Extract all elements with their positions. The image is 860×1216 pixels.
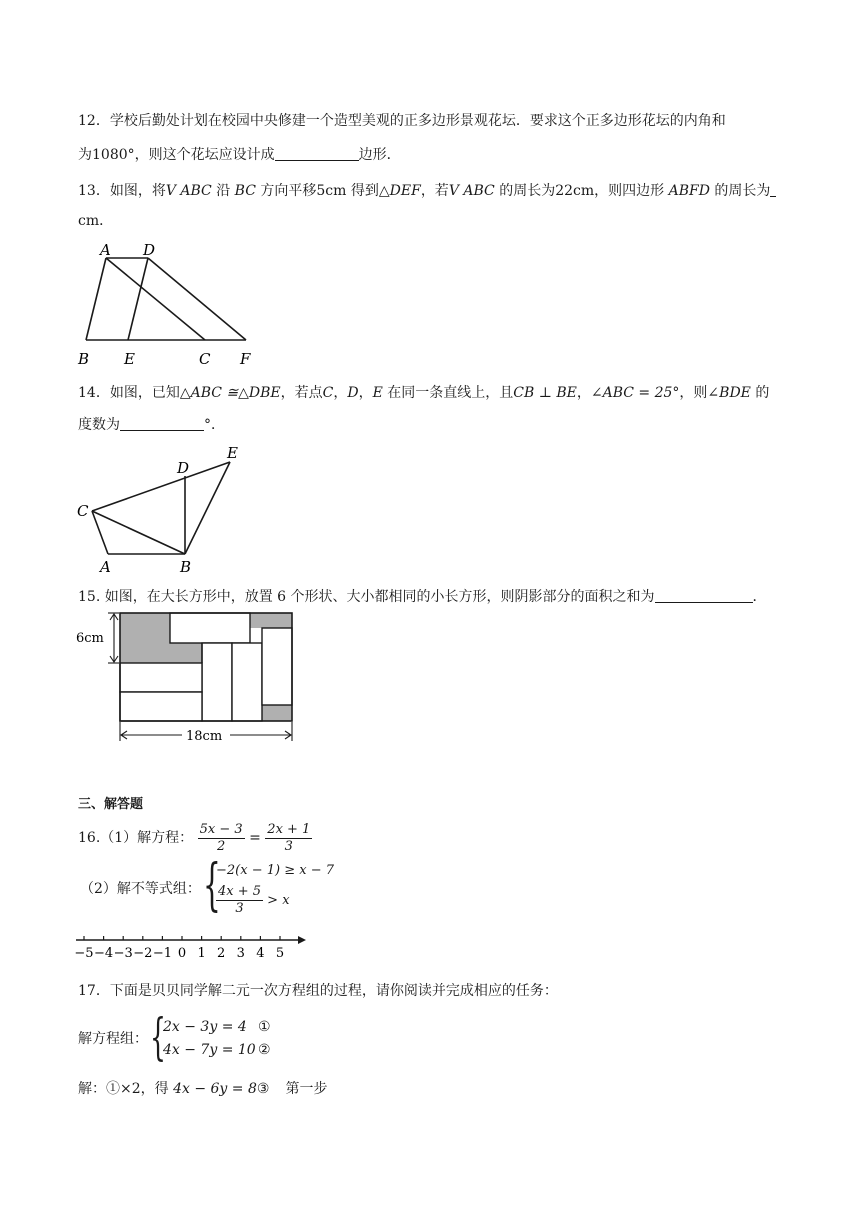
dimension-width-label: 18cm (186, 729, 223, 744)
small-rect-horiz-1 (120, 663, 202, 692)
q13-bc: BC (234, 183, 256, 199)
q13-text: 的周长为22cm，则四边形 (494, 183, 669, 199)
q14-text: 在同一条直线上，且 (382, 385, 514, 401)
q17-step1 (78, 1080, 327, 1098)
label-A: A (100, 241, 111, 259)
number-line-label: −1 (152, 946, 172, 960)
step-text: 解：①×2，得 (78, 1081, 174, 1097)
q13-text: 方向平移5cm 得到 (255, 183, 379, 199)
q14-text: 14．如图，已知 (78, 385, 180, 401)
q12-line1: 12．学校后勤处计划在校园中央修建一个造型美观的正多边形景观花坛．要求这个正多边形花坛的内角和 (78, 113, 726, 129)
label-A: A (100, 558, 111, 576)
q17-eq2 (163, 1041, 256, 1059)
left-brace: { (203, 853, 221, 918)
label-C: C (199, 350, 211, 368)
label-C: C (77, 502, 89, 520)
q16-ineq2-fraction (216, 884, 263, 917)
answer-blank[interactable] (655, 588, 753, 603)
q17-eq1-mark: ① (258, 1019, 271, 1035)
shaded-region-right-bottom (262, 705, 292, 721)
numerator: 4x + 5 (218, 884, 262, 899)
q15-rectangle-figure (72, 608, 302, 748)
q14-congruence: △ABC ≅△DBE (179, 385, 281, 401)
small-rect-vert-1 (202, 643, 232, 721)
q16-ineq2-rest: > x (263, 893, 290, 908)
small-rect-horiz-2 (120, 692, 202, 721)
q17-label: 解方程组： (78, 1031, 148, 1047)
q14-target-angle: ∠BDE (707, 385, 751, 401)
q13-quad: ABFD (668, 183, 710, 199)
q14-line1 (78, 384, 769, 402)
q14-point-d: D (347, 385, 359, 401)
q17-eq1 (163, 1018, 247, 1036)
number-line (72, 930, 312, 960)
label-B: B (78, 350, 90, 368)
step-note: 第一步 (285, 1081, 328, 1097)
equals-sign: = (249, 830, 261, 846)
q13-text: ，若 (420, 183, 449, 199)
equation-2: 4x − 7y = 10 (163, 1042, 256, 1058)
left-brace: { (150, 1008, 166, 1066)
q14-text: ，则 (679, 385, 708, 401)
label-E: E (124, 350, 135, 368)
q13-text: 的周长为 (709, 183, 771, 199)
q12-line2 (78, 146, 401, 164)
q14-text: 度数为 (78, 417, 120, 433)
q13-tri2: △DEF (378, 183, 421, 199)
q15-line1 (78, 588, 767, 606)
q14-line2 (78, 416, 225, 434)
q17-eq2-mark: ② (258, 1042, 271, 1058)
q14-point-c: C (322, 385, 334, 401)
small-rect-top (170, 613, 250, 643)
number-line-label: 1 (197, 946, 206, 960)
q14-text: °． (204, 417, 225, 433)
q12-text-a: 为1080°，则这个花坛应设计成 (78, 147, 275, 163)
q15-text: 15. 如图，在大长方形中，放置 6 个形状、大小都相同的小长方形，则阴影部分的面积之和为 (78, 589, 655, 605)
answer-blank[interactable] (120, 416, 204, 431)
q16-text: 16.（1）解方程： (78, 830, 194, 846)
q13-text: 沿 (211, 183, 235, 199)
number-line-label: −3 (113, 946, 133, 960)
label-D: D (177, 459, 190, 477)
label-B: B (180, 558, 192, 576)
number-line-label: −5 (74, 946, 94, 960)
q16-fraction-left (198, 822, 245, 855)
q14-angle: ∠ABC = 25° (590, 385, 680, 401)
q15-text-end: ． (752, 589, 767, 605)
q14-text: ， (576, 385, 591, 401)
numerator: 5x − 3 (199, 821, 243, 837)
equation-1: 2x − 3y = 4 (163, 1019, 247, 1035)
q16-part1 (78, 820, 312, 856)
q13-tri1: V ABC (165, 183, 212, 199)
q14-congruent-triangles-figure (72, 440, 262, 576)
number-line-label: 2 (217, 946, 226, 960)
number-line-label: 0 (177, 946, 187, 960)
dimension-height-label: 6cm (76, 631, 104, 646)
answer-blank[interactable] (275, 146, 359, 161)
numerator: 2x + 1 (267, 821, 311, 837)
step-equation: 4x − 6y = 8 (173, 1081, 257, 1097)
q12-text-b: 边形． (358, 147, 401, 163)
label-F: F (240, 350, 251, 368)
q13-line2: cm． (78, 213, 114, 229)
small-rect-vert-3 (262, 628, 292, 705)
q13-line1 (78, 182, 776, 200)
answer-blank[interactable] (770, 182, 776, 197)
q13-text: 13．如图，将 (78, 183, 166, 199)
step-mark: ③ (256, 1081, 270, 1097)
q14-text: ，若点 (280, 385, 323, 401)
q14-text: 的 (750, 385, 770, 401)
label-D: D (143, 241, 156, 259)
q14-text: ， (358, 385, 373, 401)
denominator: 3 (235, 901, 244, 916)
q13-translation-figure (72, 238, 272, 372)
number-line-label: 3 (236, 946, 245, 960)
shaded-region-right-top (250, 613, 292, 628)
q16-inequality-2 (216, 884, 290, 917)
small-rect-vert-2 (232, 643, 262, 721)
q13-tri3: V ABC (448, 183, 495, 199)
label-E: E (227, 444, 238, 462)
q16-inequality-1: −2(x − 1) ≥ x − 7 (216, 863, 334, 878)
q16-part2-label: （2）解不等式组： (80, 881, 201, 897)
denominator: 3 (284, 838, 293, 854)
number-line-label: −4 (94, 946, 114, 960)
section-title: 三、解答题 (78, 797, 144, 812)
q14-point-e: E (372, 385, 383, 401)
q14-text: ， (333, 385, 348, 401)
q17-intro: 17．下面是贝贝同学解二元一次方程组的过程，请你阅读并完成相应的任务： (78, 983, 558, 999)
number-line-label: 5 (275, 946, 285, 960)
number-line-label: 4 (256, 946, 265, 960)
q16-fraction-right (265, 822, 312, 855)
denominator: 2 (217, 838, 226, 854)
number-line-label: −2 (133, 946, 153, 960)
q14-perp: CB ⊥ BE (513, 385, 577, 401)
